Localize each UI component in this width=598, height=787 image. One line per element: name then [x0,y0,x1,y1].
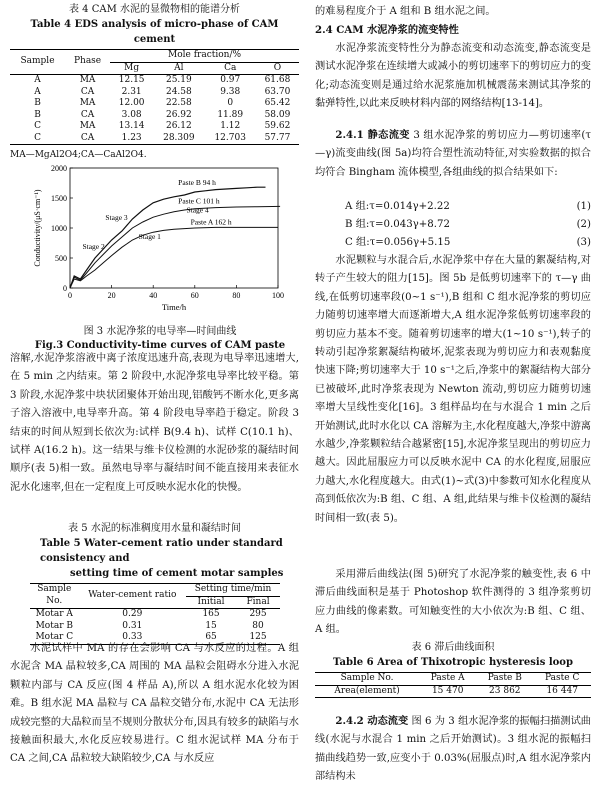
table-cell: 125 [249,632,267,642]
y-tick-label: 2000 [51,164,67,173]
equation-1-body: A 组:τ=0.014γ+2.22 [345,201,450,212]
table-row [10,110,299,122]
series-label: Paste B 94 h [178,177,216,187]
table-cell: 0.33 [122,632,143,642]
stage-label: Stage 4 [186,205,209,215]
table-cell: C [34,121,41,131]
table-4-caption-zh: 表 4 CAM 水泥的显微物相的能谱分析 [68,4,240,15]
table-row [30,621,280,633]
table-cell: 28.309 [163,132,195,143]
table-row [10,75,299,87]
table-cell: 65.42 [264,98,291,108]
table-cell: B [34,109,41,120]
x-tick-label: 60 [190,291,199,300]
table-cell: MA [79,75,96,85]
table-4-header-phase: Phase [65,50,110,75]
section-2-4-2-text: 图 6 为 3 组水泥净浆的振幅扫描测试曲线(水泥与水混合 1 min 之后开始测试)。3 组水泥的振幅扫描曲线趋势一致,应变小于 0.03%(屈服点)时,A 组水泥净浆内部结构未 [315,716,591,783]
table-cell: CA [80,86,95,97]
table-6-header: Paste B [487,673,522,683]
table-cell: 15 [205,620,217,631]
series-label: Paste A 162 h [190,217,232,227]
y-tick-label: 1500 [51,194,67,203]
table-cell: 25.19 [165,75,192,85]
table-6 [315,640,591,698]
equation-2 [315,216,591,234]
table-4-header-col: Mg [124,62,140,73]
stage-label: Stage 2 [82,242,105,251]
left-paragraph-1: 溶解,水泥净浆溶液中离子浓度迅速升高,表现为电导率迅速增大,在 5 min 之内结束。第 2 阶段中,水泥净浆电导率比较平稳。第 3 阶段,水泥净浆中块状团聚体开始出现,铝酸钙不断水化,更多离子溶入溶液中,电导率升高。第 4 阶段电导率趋于稳定。阶段 3 结束的时间从短到长依次为:试样 B(9.4 h)、试样 C(10.1 h)、试样 A(16.2 h)。这一结果与维卡仪检测的水泥砂浆的凝结时间顺序(表 5)相一致。虽然电导率与凝结时间不能直接用来表征水泥水化速率,但在一定程度上可反映水泥水化的快慢。 [10,353,299,493]
table-4-header-col: Ca [224,62,237,73]
table-cell: Motar C [35,632,74,642]
table-cell: 3.08 [121,109,142,120]
table-cell: Area(element) [334,685,400,696]
series-line [70,187,266,288]
equation-2-number: (2) [576,219,591,230]
table-cell: CA [80,109,95,120]
stage-label: Stage 3 [105,213,128,223]
right-paragraph-1: 水泥净浆流变特性分为静态流变和动态流变,静态流变是测试水泥净浆在连续增大或减小的剪切速率下的剪切应力的变化;动态流变则是通过给水泥浆施加机械震荡来测试其净浆的黏弹特性,以此来反映材料内部的网络结构[13-14]。 [315,43,591,110]
table-cell: 1.23 [121,132,142,143]
left-paragraph-2: 水泥试样中 MA 的存在会影响 CA 与水反应的过程。A 组水泥含 MA 晶粒较多,CA 周围的 MA 晶粒会阻碍水分进入水泥颗粒内部与 CA 反应(图 4 样品 A),所以 A 组水泥水化较为困难。B 组水泥 MA 晶粒与 CA 晶粒交错分布,水泥中 CA 无法形成较完整的大晶粒而呈不规则分散状分布,因具有较多的缺陷与水接触面积最大,水化反应较易进行。C 组水泥试样 MA 分布于 CA 之间,CA 晶粒较大缺陷较少,CA 与水反应 [10,643,299,765]
table-5-caption-en-1: Table 5 Water-cement ratio under standard consistency and [40,538,283,564]
table-cell: 80 [252,620,264,631]
table-row [315,685,591,698]
x-tick-label: 80 [232,291,241,300]
y-tick-label: 0 [63,284,67,293]
section-2-4-1 [315,126,591,182]
table-4-note: MA—MgAl2O4;CA—CaAl2O4. [10,150,147,160]
table-cell: MA [79,121,96,131]
table-row [10,121,299,133]
section-2-4-2-heading: 2.4.2 动态流变 [335,715,409,727]
table-row [10,133,299,145]
table-cell: 0.31 [122,620,143,631]
table-cell: 57.77 [264,132,291,143]
equation-3-number: (3) [576,237,591,248]
equation-3-body: C 组:τ=0.056γ+5.15 [345,237,451,248]
equation-2-body: B 组:τ=0.043γ+8.72 [345,219,450,230]
table-cell: B [34,98,41,108]
table-cell: 12.15 [118,75,145,85]
section-2-4-1-text: 3 组水泥净浆的剪切应力—剪切速率(τ—γ)流变曲线(图 5a)均符合塑性流动特征,对实验数据的拟合均符合 Bingham 流体模型,各组曲线的拟合结果如下: [315,130,591,178]
table-cell: 0.97 [220,75,241,85]
x-tick-label: 20 [107,291,116,300]
table-row [30,609,280,621]
y-axis-label: Conductivity/(μS·cm⁻¹) [33,189,42,267]
table-cell: 165 [202,609,220,619]
table-5-header-wc: Water-cement ratio [79,584,186,609]
table-6-caption-en: Table 6 Area of Thixotropic hysteresis loop [333,657,573,668]
table-cell: 26.92 [165,109,192,120]
table-cell: 63.70 [264,86,291,97]
series-label: Paste C 101 h [178,196,220,206]
table-5-header-no: No. [46,596,63,607]
table-cell: C [34,132,41,143]
equation-1-number: (1) [576,201,591,212]
series-line [70,227,278,288]
table-cell: 13.14 [118,121,145,131]
table-cell: Motar A [35,609,73,619]
table-cell: CA [80,132,95,143]
y-tick-label: 500 [55,254,67,263]
right-paragraph-2: 水泥颗粒与水混合后,水泥净浆中存在大量的絮凝结构,对转子产生较大的阻力[15]。图 5b 是低剪切速率下的 τ—γ 曲线,在低剪切速率段(0~1 s⁻¹),B 组和 C 组水泥净浆的剪切应力随剪切速率增大而逐渐增大,A 组水泥净浆低剪切速率段的剪切应力基本不变。随着剪切速率的增大(1~10 s⁻¹),转子的转动引起净浆絮凝结构破坏,泥浆表现为剪切应力和表观黏度快速下降;剪切速率大于 10 s⁻¹之后,净浆中的絮凝结构大部分已被破坏,此时净浆表现为 Newton 流动,剪切应力随剪切速率增大呈线性变化[16]。3 组样品均在与水混合 1 min 之后开始测试,此时水化以 CA 溶解为主,水化程度越大,净浆中游离水越少,净浆颗粒结合越紧密[15],水泥净浆呈现出的剪切应力越大。因此屈服应力可以反映水泥中 CA 的水化程度,屈服应力越大,水化程度越大。由式(1)~式(3)中参数可知水化程度从高到低依次为:B 组、C 组、A 组,此结果与维卡仪检测的凝结时间相一致(表 5)。 [315,255,591,524]
table-5-grid [30,583,280,645]
table-6-header: Sample No. [340,673,394,683]
table-cell: 24.58 [165,86,192,97]
table-cell: 23 862 [489,685,521,696]
table-5-caption-zh: 表 5 水泥的标准稠度用水量和凝结时间 [68,523,241,534]
table-5-header-setting: Setting time/min [186,584,280,597]
table-cell: 58.09 [264,109,291,120]
section-2-4-2 [315,712,591,787]
table-cell: 65 [205,632,217,642]
table-6-grid [315,672,591,698]
table-cell: 59.62 [264,121,291,131]
figure-3-caption-zh: 图 3 水泥净浆的电导率—时间曲线 [83,326,237,337]
x-tick-label: 40 [149,291,158,300]
table-5 [10,521,299,645]
right-paragraph-0: 的难易程度介于 A 组和 B 组水泥之间。 [315,6,496,17]
table-cell: 11.89 [217,109,244,120]
table-cell: A [34,86,41,97]
table-cell: Motar B [35,620,73,631]
table-4 [10,2,299,163]
table-4-header-col: O [273,62,282,73]
table-5-header-sample: Sample [37,584,72,595]
table-4-header-sample: Sample [10,50,65,75]
equations [315,198,591,252]
table-cell: 12.00 [118,98,145,108]
conductivity-chart [30,160,290,320]
table-row [10,98,299,110]
table-4-header-col: Al [174,62,184,73]
table-5-caption-en-2: setting time of cement motar samples [70,568,284,579]
section-2-4-heading: 2.4 CAM 水泥净浆的流变特性 [315,24,459,36]
right-paragraph-3: 采用滞后曲线法(图 5)研究了水泥净浆的触变性,表 6 中滞后曲线面积是基于 Photoshop 软件测得的 3 组净浆剪切应力曲线的像素数。可知触变性的大小依次为:B 组、C 组、A 组。 [315,569,591,636]
table-cell: 9.38 [220,86,241,97]
figure-3 [30,160,290,351]
table-cell: A [34,75,41,85]
table-6-header: Paste A [430,673,465,683]
y-tick-label: 1000 [51,224,67,233]
table-cell: 0 [227,98,234,108]
equation-1 [315,198,591,216]
table-5-header-final: Final [246,596,270,607]
table-cell: 12.703 [214,132,246,143]
x-tick-label: 0 [68,291,72,300]
table-5-header-initial: Initial [197,596,225,607]
table-cell: 0.29 [122,609,143,619]
section-2-4-1-heading: 2.4.1 静态流变 [335,129,410,141]
x-tick-label: 100 [272,291,284,300]
table-cell: 16 447 [546,685,578,696]
table-4-grid [10,49,299,145]
table-cell: 2.31 [121,86,142,97]
table-6-header: Paste C [545,673,580,683]
table-cell: MA [79,98,96,108]
x-axis-label: Time/h [161,302,187,312]
table-row [10,87,299,99]
equation-3 [315,234,591,252]
table-4-caption-en: Table 4 EDS analysis of micro-phase of CAM cement [30,19,279,45]
figure-3-caption-en: Fig.3 Conductivity-time curves of CAM paste [34,340,286,351]
table-cell: 22.58 [165,98,192,108]
table-cell: 15 470 [431,685,464,696]
table-cell: 295 [249,609,267,619]
table-cell: 61.68 [264,75,291,85]
table-6-caption-zh: 表 6 滞后曲线面积 [411,642,495,653]
table-4-header-mole: Mole fraction/% [110,50,299,63]
stage-label: Stage 1 [138,231,161,241]
table-cell: 26.12 [165,121,192,131]
table-cell: 1.12 [220,121,241,131]
plot-frame [70,168,278,288]
